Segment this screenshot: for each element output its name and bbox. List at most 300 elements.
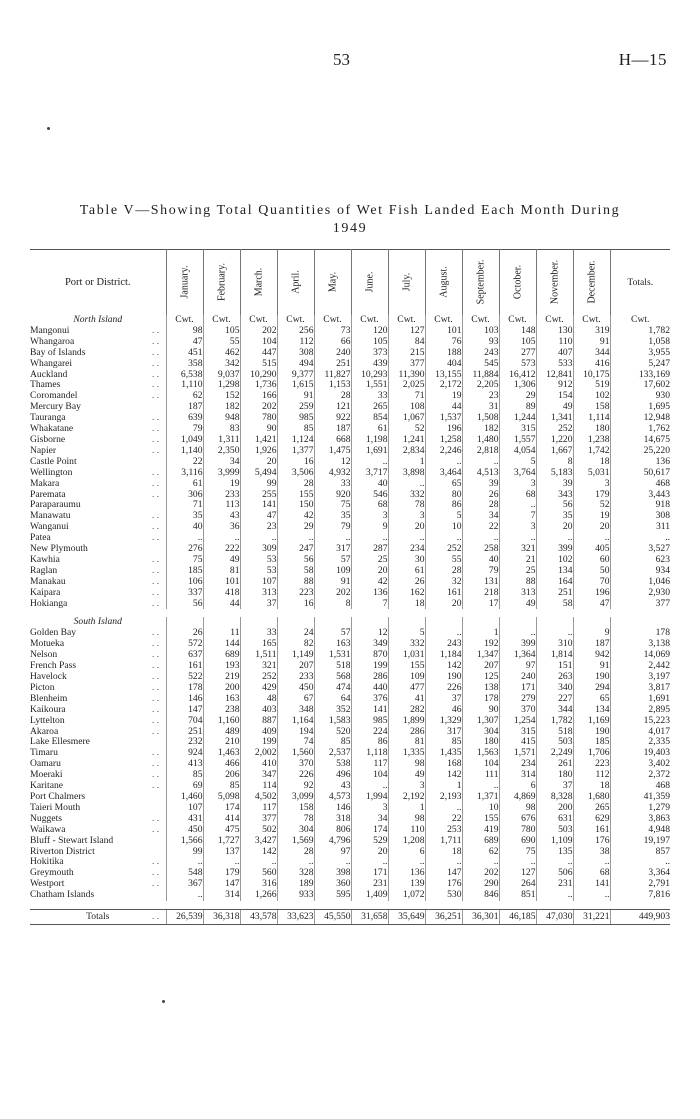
month-value: 1,266: [240, 890, 277, 901]
month-value: 639: [166, 413, 203, 424]
month-value: 1,341: [536, 413, 573, 424]
port-name-text: Moeraki: [30, 770, 63, 781]
month-value: 1,238: [573, 435, 610, 446]
dot-leader: . .: [152, 522, 160, 533]
month-value: 11,390: [388, 370, 425, 381]
port-name: [30, 650, 166, 661]
section-title: North Island: [73, 315, 123, 325]
month-value: 1,072: [388, 890, 425, 901]
month-value: 247: [277, 544, 314, 555]
month-value: 155: [462, 814, 499, 825]
month-value: 1: [388, 803, 425, 814]
port-name: [30, 748, 166, 759]
month-value: ..: [240, 857, 277, 868]
month-value: ..: [240, 533, 277, 544]
dot-leader: . .: [152, 413, 160, 424]
month-value: 26: [462, 490, 499, 501]
month-total: 46,185: [499, 910, 536, 925]
month-value: 1,049: [166, 435, 203, 446]
month-value: 477: [388, 683, 425, 694]
dot-leader: . .: [152, 759, 160, 770]
row-total: 7,816: [610, 890, 670, 901]
month-value: 419: [462, 825, 499, 836]
month-value: ..: [314, 533, 351, 544]
port-name: [30, 868, 166, 879]
month-value: 358: [166, 359, 203, 370]
month-value: 332: [388, 639, 425, 650]
dot-leader: . .: [152, 434, 160, 445]
month-value: 71: [166, 500, 203, 511]
month-value: 4,796: [314, 836, 351, 847]
month-value: 1,566: [166, 836, 203, 847]
port-name: [30, 326, 166, 337]
port-name: [30, 566, 166, 577]
month-value: 447: [240, 348, 277, 359]
month-value: 88: [499, 577, 536, 588]
month-value: 114: [240, 781, 277, 792]
dot-leader: . .: [152, 748, 160, 759]
dot-leader: . .: [152, 554, 160, 565]
month-value: 243: [425, 639, 462, 650]
month-value: 251: [314, 359, 351, 370]
month-value: 342: [203, 359, 240, 370]
month-header: April.: [277, 249, 314, 315]
port-name: [30, 628, 166, 639]
month-value: 98: [499, 803, 536, 814]
dot-leader: . .: [152, 715, 160, 726]
month-value: 142: [425, 770, 462, 781]
port-name-text: Riverton District: [30, 846, 95, 857]
month-value: 178: [166, 683, 203, 694]
month-value: 321: [240, 661, 277, 672]
month-value: 343: [536, 490, 573, 501]
port-name-text: Auckland: [30, 369, 68, 380]
port-name: [30, 825, 166, 836]
month-value: 121: [314, 402, 351, 413]
row-total: 3,197: [610, 672, 670, 683]
month-value: 258: [462, 544, 499, 555]
month-value: 164: [536, 577, 573, 588]
month-value: 1,583: [314, 716, 351, 727]
month-value: 55: [425, 555, 462, 566]
month-value: ..: [462, 533, 499, 544]
month-value: 168: [425, 759, 462, 770]
month-value: 71: [388, 391, 425, 402]
month-value: 4,869: [499, 792, 536, 803]
month-value: 176: [573, 836, 610, 847]
month-value: 99: [240, 479, 277, 490]
month-value: 138: [462, 683, 499, 694]
month-value: 91: [573, 337, 610, 348]
month-value: 404: [425, 359, 462, 370]
month-value: 1: [462, 628, 499, 639]
month-value: 62: [166, 391, 203, 402]
month-value: 73: [314, 326, 351, 337]
month-value: ..: [166, 890, 203, 901]
month-value: ..: [277, 857, 314, 868]
month-value: 1,557: [499, 435, 536, 446]
month-value: 112: [277, 337, 314, 348]
port-name-text: Kaikoura: [30, 704, 66, 715]
month-value: 134: [536, 566, 573, 577]
month-value: 226: [425, 683, 462, 694]
month-value: 440: [351, 683, 388, 694]
month-value: 920: [314, 490, 351, 501]
port-name-text: Thames: [30, 380, 61, 391]
month-value: 255: [240, 490, 277, 501]
month-value: 56: [277, 555, 314, 566]
month-value: 314: [499, 770, 536, 781]
unit-label: Cwt.: [351, 315, 388, 326]
month-value: 33: [240, 628, 277, 639]
month-value: 398: [314, 868, 351, 879]
month-value: 332: [388, 490, 425, 501]
month-value: 105: [499, 337, 536, 348]
dot-leader: . .: [152, 857, 160, 868]
port-name-text: Mangonui: [30, 325, 70, 336]
month-value: 4,573: [314, 792, 351, 803]
month-value: 8: [314, 599, 351, 610]
month-value: 105: [351, 337, 388, 348]
month-value: 2,192: [388, 792, 425, 803]
port-name-text: Waikawa: [30, 824, 66, 835]
month-value: 84: [388, 337, 425, 348]
port-name-text: Raglan: [30, 565, 58, 576]
month-header: May.: [314, 249, 351, 315]
month-value: 6: [499, 781, 536, 792]
month-value: 518: [314, 661, 351, 672]
month-value: 11,827: [314, 370, 351, 381]
month-value: 125: [462, 672, 499, 683]
row-total: 623: [610, 555, 670, 566]
port-name: [30, 672, 166, 683]
row-total: ..: [610, 533, 670, 544]
row-total: 14,069: [610, 650, 670, 661]
month-value: 136: [351, 588, 388, 599]
month-value: ..: [166, 857, 203, 868]
month-value: 91: [314, 577, 351, 588]
month-value: 279: [499, 694, 536, 705]
month-value: 6,538: [166, 370, 203, 381]
row-total: 1,046: [610, 577, 670, 588]
month-value: 1,560: [277, 748, 314, 759]
month-value: 65: [425, 479, 462, 490]
month-value: ..: [462, 457, 499, 468]
month-value: 256: [277, 326, 314, 337]
dot-leader: . .: [152, 704, 160, 715]
row-total: 1,782: [610, 326, 670, 337]
dot-leader: . .: [152, 628, 160, 639]
month-value: 56: [166, 599, 203, 610]
dot-leader: . .: [152, 868, 160, 879]
month-value: 3: [351, 511, 388, 522]
port-name: [30, 599, 166, 610]
month-value: 1,531: [314, 650, 351, 661]
month-value: 47: [166, 337, 203, 348]
month-value: 35: [536, 511, 573, 522]
month-value: 47: [240, 511, 277, 522]
month-value: 2,172: [425, 380, 462, 391]
month-value: 304: [277, 825, 314, 836]
month-value: 1,377: [277, 446, 314, 457]
unit-label: Cwt.: [425, 315, 462, 326]
month-value: 308: [277, 348, 314, 359]
month-value: 234: [388, 544, 425, 555]
month-value: 315: [499, 727, 536, 738]
port-name-text: Hokitika: [30, 857, 64, 868]
month-value: 147: [203, 879, 240, 890]
row-total: 3,527: [610, 544, 670, 555]
month-value: 20: [573, 522, 610, 533]
port-name-text: Paraparaumu: [30, 500, 81, 511]
port-name-text: Lyttelton: [30, 715, 65, 726]
port-name: [30, 479, 166, 490]
row-total: 19,403: [610, 748, 670, 759]
month-value: 496: [314, 770, 351, 781]
month-value: 3,464: [425, 468, 462, 479]
month-value: 75: [314, 500, 351, 511]
month-value: 62: [462, 847, 499, 858]
month-value: 70: [573, 577, 610, 588]
port-name-text: Motueka: [30, 639, 65, 650]
month-value: ..: [499, 857, 536, 868]
month-value: 317: [425, 727, 462, 738]
wet-fish-table: [30, 249, 670, 925]
month-value: 76: [425, 337, 462, 348]
port-name: [30, 391, 166, 402]
month-value: 147: [425, 868, 462, 879]
month-value: 530: [425, 890, 462, 901]
month-value: 399: [499, 639, 536, 650]
row-total: 41,359: [610, 792, 670, 803]
month-value: 352: [314, 705, 351, 716]
month-value: 102: [536, 555, 573, 566]
totals-row: [30, 910, 670, 925]
month-value: ..: [573, 857, 610, 868]
month-value: 309: [240, 544, 277, 555]
dot-leader: . .: [152, 511, 160, 522]
month-value: ..: [351, 857, 388, 868]
month-value: 152: [203, 391, 240, 402]
month-value: 1,110: [166, 380, 203, 391]
month-value: 348: [277, 705, 314, 716]
month-value: 304: [462, 727, 499, 738]
month-value: 1,508: [462, 413, 499, 424]
month-value: 1,727: [203, 836, 240, 847]
table-title-year: 1949: [332, 221, 368, 236]
month-value: 1,067: [388, 413, 425, 424]
month-value: 347: [240, 770, 277, 781]
month-value: 218: [462, 588, 499, 599]
month-value: 61: [388, 566, 425, 577]
port-name: [30, 836, 166, 847]
month-value: 53: [240, 566, 277, 577]
month-value: 162: [388, 588, 425, 599]
month-value: ..: [536, 890, 573, 901]
month-value: 545: [462, 359, 499, 370]
month-value: 414: [203, 814, 240, 825]
port-name-text: Oamaru: [30, 759, 61, 770]
page-number: 53: [333, 50, 350, 69]
month-value: ..: [573, 890, 610, 901]
month-value: 1,109: [536, 836, 573, 847]
month-value: 5,183: [536, 468, 573, 479]
month-value: ..: [499, 533, 536, 544]
month-value: 97: [499, 661, 536, 672]
port-name: [30, 857, 166, 868]
month-value: 450: [166, 825, 203, 836]
dot-leader: . .: [152, 661, 160, 672]
ink-speck: [162, 1000, 165, 1003]
month-value: 546: [351, 490, 388, 501]
month-value: 46: [425, 705, 462, 716]
month-value: 86: [351, 737, 388, 748]
month-value: 429: [240, 683, 277, 694]
month-value: 344: [573, 348, 610, 359]
month-value: 1,140: [166, 446, 203, 457]
month-value: 20: [425, 599, 462, 610]
month-total: 31,221: [573, 910, 610, 925]
month-value: 161: [425, 588, 462, 599]
month-value: 180: [573, 424, 610, 435]
dot-leader: . .: [152, 336, 160, 347]
month-value: 20: [536, 522, 573, 533]
month-value: 12,841: [536, 370, 573, 381]
month-value: 462: [203, 348, 240, 359]
month-value: 20: [351, 847, 388, 858]
month-value: 10,175: [573, 370, 610, 381]
month-value: 182: [203, 402, 240, 413]
month-value: 187: [166, 402, 203, 413]
month-total: 43,578: [240, 910, 277, 925]
month-value: 1,124: [277, 435, 314, 446]
month-value: 20: [388, 522, 425, 533]
month-value: 104: [351, 770, 388, 781]
month-value: 137: [203, 847, 240, 858]
month-value: 1: [388, 457, 425, 468]
month-value: 3,764: [499, 468, 536, 479]
port-name: [30, 435, 166, 446]
month-value: 200: [536, 803, 573, 814]
month-value: 286: [388, 727, 425, 738]
month-value: 1,742: [573, 446, 610, 457]
port-name-text: Paremata: [30, 489, 66, 500]
row-total: 308: [610, 511, 670, 522]
port-name-text: Patea: [30, 533, 51, 544]
month-value: 28: [425, 566, 462, 577]
month-value: 24: [277, 628, 314, 639]
month-value: 163: [314, 639, 351, 650]
month-value: 7: [351, 599, 388, 610]
month-value: 151: [536, 661, 573, 672]
month-value: 34: [462, 511, 499, 522]
port-column-header: Port or District.: [64, 276, 131, 288]
port-name: [30, 380, 166, 391]
port-name-text: Manakau: [30, 576, 66, 587]
month-value: 49: [536, 402, 573, 413]
month-value: 90: [462, 705, 499, 716]
month-value: 1,551: [351, 380, 388, 391]
month-value: ..: [388, 857, 425, 868]
month-value: 141: [351, 705, 388, 716]
month-value: 1,153: [314, 380, 351, 391]
month-header: March.: [240, 249, 277, 315]
row-total: 930: [610, 391, 670, 402]
dot-leader: . .: [152, 639, 160, 650]
month-value: 367: [166, 879, 203, 890]
month-value: 548: [166, 868, 203, 879]
month-value: 10: [462, 803, 499, 814]
table-row: [30, 468, 670, 479]
month-value: 3,116: [166, 468, 203, 479]
month-value: 922: [314, 413, 351, 424]
month-value: 265: [351, 402, 388, 413]
month-value: 199: [240, 737, 277, 748]
port-name-text: Golden Bay: [30, 628, 77, 639]
row-total: 934: [610, 566, 670, 577]
month-value: 377: [240, 814, 277, 825]
month-value: 3: [573, 479, 610, 490]
month-value: 200: [203, 683, 240, 694]
month-value: 8: [536, 457, 573, 468]
month-value: ..: [499, 628, 536, 639]
unit-label: Cwt.: [166, 315, 203, 326]
month-value: 98: [166, 326, 203, 337]
month-value: 40: [166, 522, 203, 533]
month-value: 93: [462, 337, 499, 348]
month-value: 110: [388, 825, 425, 836]
month-value: ..: [314, 857, 351, 868]
month-value: 61: [166, 479, 203, 490]
month-value: 10,290: [240, 370, 277, 381]
month-value: 28: [462, 500, 499, 511]
month-value: 2,193: [425, 792, 462, 803]
month-value: 81: [203, 566, 240, 577]
month-value: 101: [425, 326, 462, 337]
table-row: [30, 890, 670, 901]
month-value: 48: [240, 694, 277, 705]
port-name-text: Picton: [30, 682, 55, 693]
month-value: 9: [351, 522, 388, 533]
month-value: 18: [573, 457, 610, 468]
month-value: 49: [203, 555, 240, 566]
month-value: 190: [573, 727, 610, 738]
month-value: 261: [536, 759, 573, 770]
month-value: 12: [314, 457, 351, 468]
port-name-text: Timaru: [30, 748, 58, 759]
month-value: 494: [277, 359, 314, 370]
month-value: ..: [166, 533, 203, 544]
month-value: ..: [573, 533, 610, 544]
month-value: 349: [351, 639, 388, 650]
month-value: 321: [499, 544, 536, 555]
month-value: 148: [499, 326, 536, 337]
month-value: 219: [203, 672, 240, 683]
month-value: 2,834: [388, 446, 425, 457]
month-value: 16: [277, 457, 314, 468]
month-value: 35: [314, 511, 351, 522]
month-value: 370: [499, 705, 536, 716]
month-value: 232: [166, 737, 203, 748]
month-value: 251: [536, 588, 573, 599]
month-value: 1,307: [462, 716, 499, 727]
month-value: 28: [277, 847, 314, 858]
month-value: 5,098: [203, 792, 240, 803]
month-value: 1,371: [462, 792, 499, 803]
month-value: 1,691: [351, 446, 388, 457]
month-value: 263: [536, 672, 573, 683]
month-value: 30: [388, 555, 425, 566]
